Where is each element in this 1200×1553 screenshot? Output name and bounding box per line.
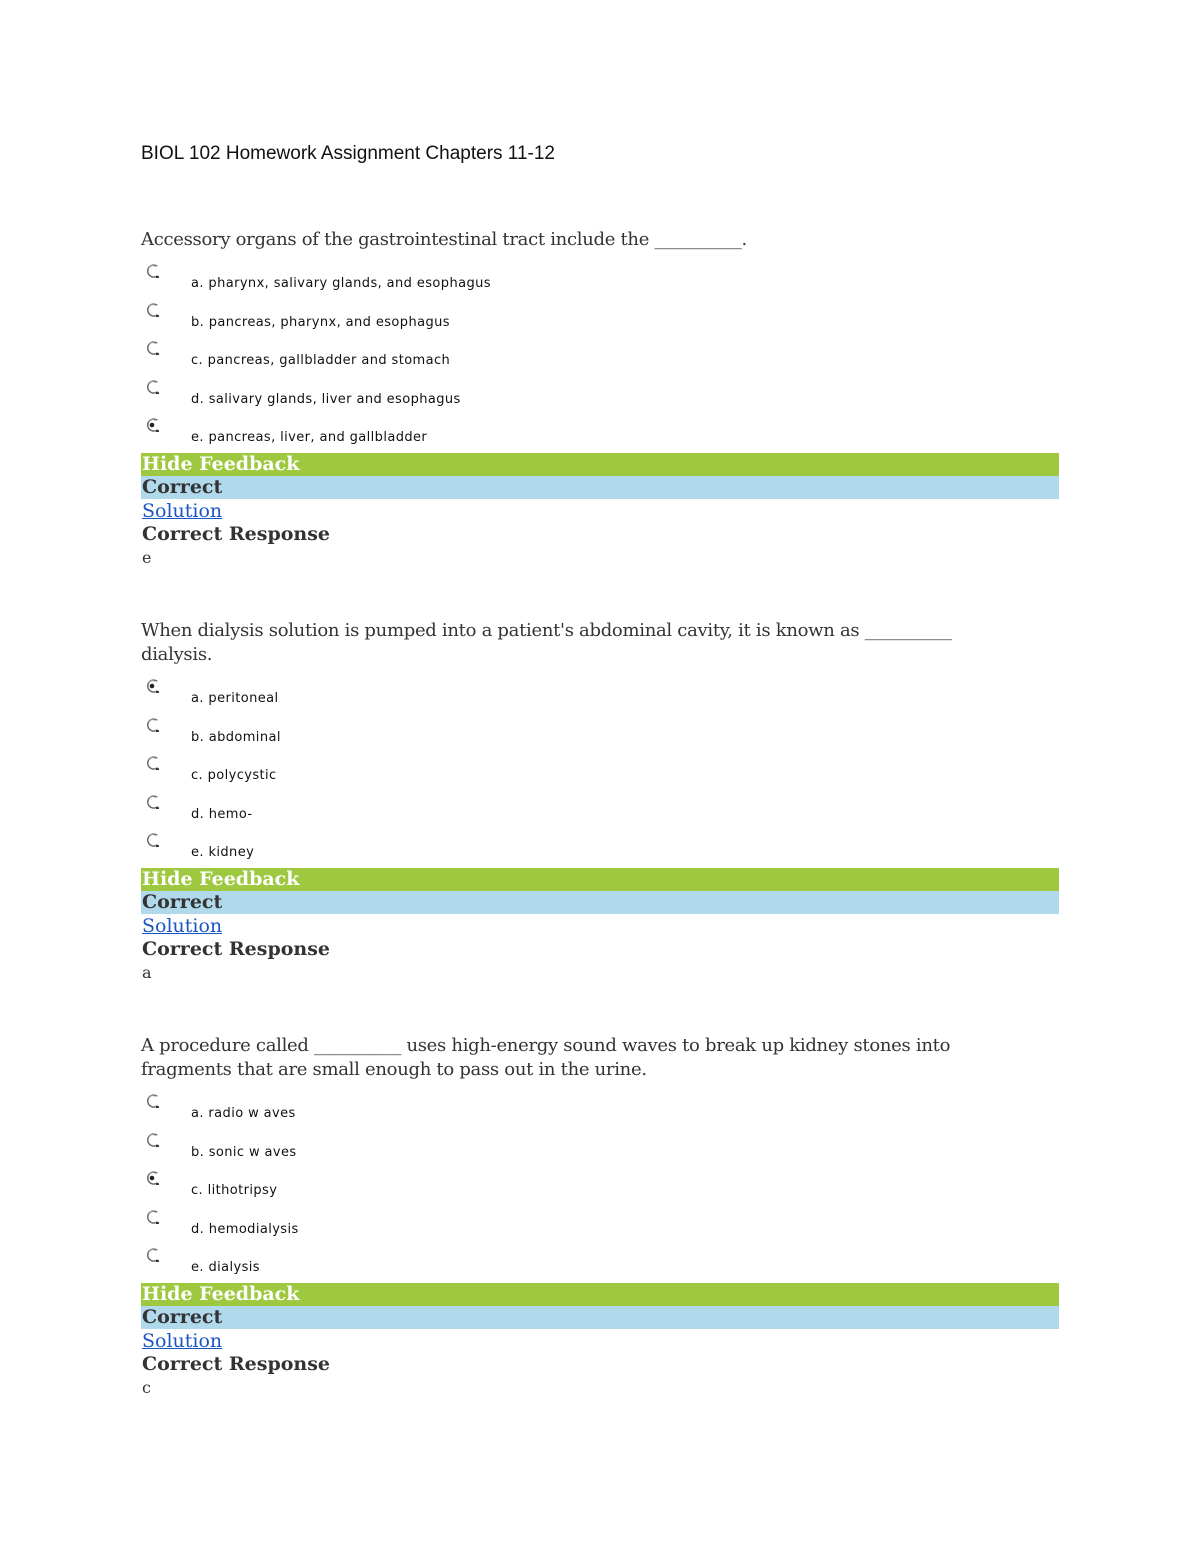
result-status-bar: Correct	[141, 891, 1059, 914]
option-label: b. sonic w aves	[191, 1144, 297, 1160]
option-b[interactable]	[141, 1125, 1059, 1164]
option-label: c. lithotripsy	[191, 1183, 278, 1199]
solution-link[interactable]: Solution	[142, 1329, 223, 1352]
radio-unselected-icon[interactable]	[145, 264, 159, 278]
question-1	[141, 228, 1059, 570]
radio-unselected-icon[interactable]	[145, 1210, 159, 1224]
question-text: A procedure called __________ uses high-energy sound waves to break up kidney stones into fragments that are small enough to pass out in the urine.	[141, 1035, 951, 1080]
correct-response-heading: Correct Response	[142, 1352, 330, 1375]
radio-selected-icon[interactable]	[145, 418, 159, 432]
radio-unselected-icon[interactable]	[145, 1248, 159, 1262]
question-3	[141, 1034, 1059, 1400]
option-d[interactable]	[141, 372, 1059, 411]
hide-feedback-toggle[interactable]: Hide Feedback	[141, 453, 1059, 476]
result-status-bar: Correct	[141, 476, 1059, 499]
correct-response-heading: Correct Response	[142, 522, 330, 545]
answer-options	[141, 1086, 1059, 1279]
solution-link[interactable]: Solution	[142, 499, 223, 522]
option-e[interactable]	[141, 410, 1059, 449]
radio-unselected-icon[interactable]	[145, 756, 159, 770]
option-label: d. hemodialysis	[191, 1221, 299, 1237]
option-label: a. radio w aves	[191, 1106, 296, 1121]
answer-options	[141, 671, 1059, 864]
option-d[interactable]	[141, 787, 1059, 826]
hide-feedback-toggle[interactable]: Hide Feedback	[141, 868, 1059, 891]
option-label: c. pancreas, gallbladder and stomach	[191, 353, 451, 369]
radio-unselected-icon[interactable]	[145, 795, 159, 809]
option-b[interactable]	[141, 295, 1059, 334]
radio-unselected-icon[interactable]	[145, 380, 159, 394]
question-text: When dialysis solution is pumped into a patient's abdominal cavity, it is known as __________ dialysis.	[141, 620, 952, 665]
option-label: a. peritoneal	[191, 691, 279, 706]
option-label: e. kidney	[191, 845, 255, 861]
option-c[interactable]	[141, 1163, 1059, 1202]
document-title: BIOL 102 Homework Assignment Chapters 11-12	[141, 143, 555, 164]
option-a[interactable]	[141, 671, 1059, 710]
answer-options	[141, 256, 1059, 449]
option-label: b. abdominal	[191, 729, 281, 745]
solution-link[interactable]: Solution	[142, 914, 223, 937]
radio-unselected-icon[interactable]	[145, 1094, 159, 1108]
radio-selected-icon[interactable]	[145, 679, 159, 693]
correct-response-value: c	[142, 1377, 151, 1397]
option-d[interactable]	[141, 1202, 1059, 1241]
radio-unselected-icon[interactable]	[145, 1133, 159, 1147]
option-c[interactable]	[141, 333, 1059, 372]
question-2	[141, 619, 1059, 985]
option-label: d. salivary glands, liver and esophagus	[191, 391, 461, 407]
option-c[interactable]	[141, 748, 1059, 787]
option-a[interactable]	[141, 256, 1059, 295]
option-a[interactable]	[141, 1086, 1059, 1125]
result-status-bar: Correct	[141, 1306, 1059, 1329]
correct-response-value: a	[142, 962, 152, 982]
radio-unselected-icon[interactable]	[145, 718, 159, 732]
option-label: d. hemo-	[191, 806, 253, 822]
question-text: Accessory organs of the gastrointestinal tract include the __________.	[141, 229, 747, 250]
option-label: c. polycystic	[191, 768, 277, 784]
radio-unselected-icon[interactable]	[145, 303, 159, 317]
hide-feedback-toggle[interactable]: Hide Feedback	[141, 1283, 1059, 1306]
option-b[interactable]	[141, 710, 1059, 749]
radio-unselected-icon[interactable]	[145, 341, 159, 355]
correct-response-heading: Correct Response	[142, 937, 330, 960]
option-label: a. pharynx, salivary glands, and esophagus	[191, 276, 491, 291]
option-e[interactable]	[141, 1240, 1059, 1279]
option-label: b. pancreas, pharynx, and esophagus	[191, 314, 450, 330]
option-label: e. dialysis	[191, 1260, 260, 1276]
radio-unselected-icon[interactable]	[145, 833, 159, 847]
radio-selected-icon[interactable]	[145, 1171, 159, 1185]
correct-response-value: e	[142, 547, 152, 567]
option-label: e. pancreas, liver, and gallbladder	[191, 430, 428, 446]
option-e[interactable]	[141, 825, 1059, 864]
